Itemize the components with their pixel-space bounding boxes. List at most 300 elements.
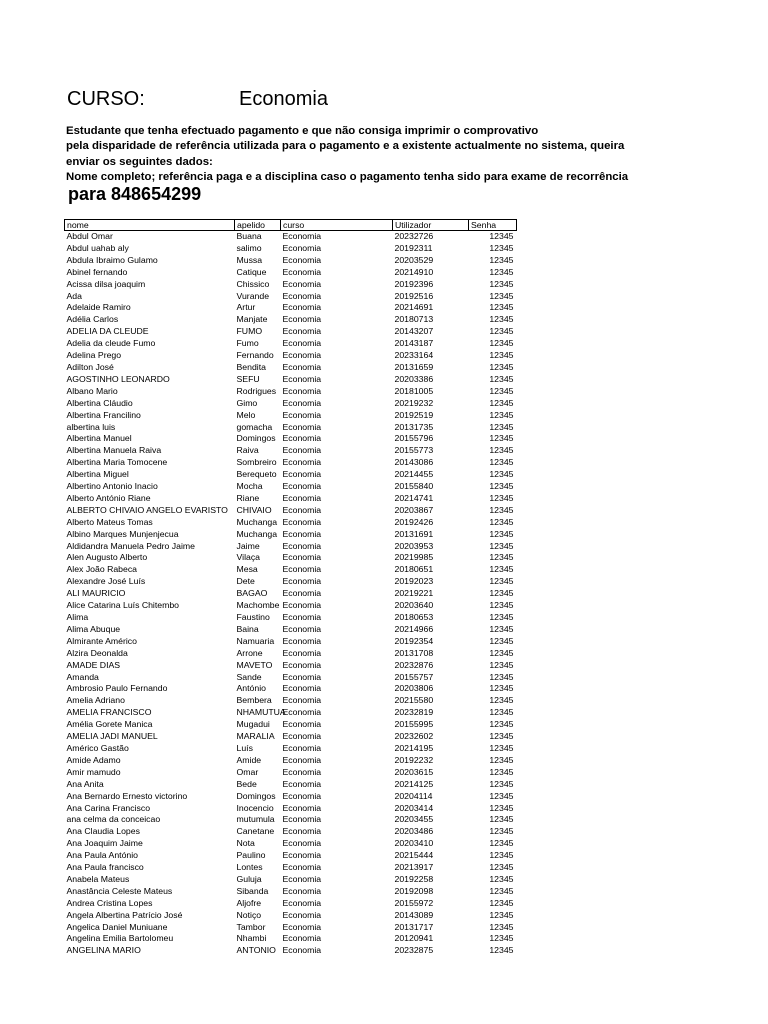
cell-apelido: Baina	[236, 623, 259, 634]
course-label: CURSO:	[67, 88, 145, 110]
cell-nome: Alima	[66, 612, 89, 622]
cell-apelido: Bede	[236, 778, 257, 789]
cell-utilizador: 20155796	[394, 433, 434, 444]
table-row	[65, 481, 517, 493]
cell-curso: Economia	[282, 921, 322, 932]
cell-senha: 12345	[489, 481, 514, 492]
table-row	[65, 469, 517, 481]
cell-utilizador: 20203867	[394, 504, 434, 515]
cell-nome: Alex João Rabeca	[66, 564, 138, 575]
table-row	[65, 326, 517, 338]
cell-utilizador: 20215580	[394, 695, 434, 706]
cell-nome: Abdul uahab aly	[66, 242, 129, 253]
table-header-row	[65, 220, 517, 231]
cell-utilizador: 20192519	[394, 409, 434, 420]
cell-senha: 12345	[489, 266, 514, 277]
cell-apelido: Faustino	[236, 612, 270, 622]
cell-apelido: Raiva	[236, 445, 259, 456]
cell-senha: 12345	[489, 635, 514, 646]
column-header-curso: curso	[281, 220, 393, 231]
cell-utilizador: 20131717	[394, 921, 434, 932]
cell-apelido: Melo	[236, 409, 256, 420]
cell-senha: 12345	[489, 361, 514, 372]
table-row	[65, 826, 517, 838]
cell-utilizador: 20232726	[394, 231, 434, 241]
cell-curso: Economia	[282, 373, 322, 384]
cell-senha: 12345	[489, 600, 514, 611]
cell-nome: Ambrosio Paulo Fernando	[66, 683, 168, 694]
cell-curso: Economia	[282, 850, 322, 861]
table-row	[65, 386, 517, 398]
cell-apelido: Nota	[236, 838, 255, 849]
cell-apelido: Artur	[236, 302, 256, 313]
cell-utilizador: 20214910	[394, 266, 434, 277]
cell-curso: Economia	[282, 933, 322, 944]
table-row	[65, 267, 517, 279]
cell-nome: Abdul Omar	[66, 231, 113, 241]
table-row	[65, 803, 517, 815]
cell-utilizador: 20155840	[394, 481, 434, 492]
cell-senha: 12345	[489, 790, 514, 801]
cell-utilizador: 20181005	[394, 385, 434, 396]
cell-nome: AMELIA JADI MANUEL	[66, 731, 158, 742]
cell-senha: 12345	[489, 850, 514, 861]
cell-senha: 12345	[489, 326, 514, 337]
cell-senha: 12345	[489, 278, 514, 289]
cell-utilizador: 20155972	[394, 897, 434, 908]
cell-nome: Américo Gastão	[66, 742, 129, 753]
cell-senha: 12345	[489, 873, 514, 884]
cell-apelido: Tambor	[236, 921, 266, 932]
cell-utilizador: 20192311	[394, 242, 433, 253]
cell-curso: Economia	[282, 945, 322, 956]
cell-utilizador: 20232602	[394, 731, 434, 742]
cell-senha: 12345	[489, 433, 514, 444]
cell-nome: Albertino Antonio Inacio	[66, 481, 158, 492]
table-row	[65, 279, 517, 291]
cell-apelido: MAVETO	[236, 659, 273, 670]
table-row	[65, 374, 517, 386]
cell-nome: Alima Abuque	[66, 623, 121, 634]
cell-nome: ADELIA DA CLEUDE	[66, 326, 149, 337]
cell-apelido: Mugadui	[236, 719, 270, 730]
table-row	[65, 898, 517, 910]
table-row	[65, 457, 517, 469]
cell-utilizador: 20180651	[394, 564, 434, 575]
cell-apelido: Vurande	[236, 290, 270, 301]
cell-senha: 12345	[489, 695, 514, 706]
cell-senha: 12345	[489, 921, 514, 932]
cell-nome: Albertina Francilino	[66, 409, 141, 420]
cell-nome: Albino Marques Munjenjecua	[66, 528, 179, 539]
cell-senha: 12345	[489, 338, 514, 349]
table-row	[65, 529, 517, 541]
cell-senha: 12345	[489, 945, 514, 956]
cell-curso: Economia	[282, 576, 322, 587]
column-header-senha: Senha	[469, 220, 517, 231]
cell-utilizador: 20180713	[394, 314, 434, 325]
cell-utilizador: 20192426	[394, 516, 434, 527]
cell-apelido: Rodrigues	[236, 385, 277, 396]
cell-curso: Economia	[282, 492, 322, 503]
table-row	[65, 362, 517, 374]
table-row	[65, 576, 517, 588]
cell-nome: ANGELINA MARIO	[66, 945, 141, 956]
cell-apelido: Arrone	[236, 647, 263, 658]
cell-utilizador: 20233164	[394, 350, 434, 361]
cell-apelido: Sande	[236, 671, 262, 682]
cell-utilizador: 20155757	[394, 671, 434, 682]
cell-senha: 12345	[489, 540, 514, 551]
cell-curso: Economia	[282, 516, 322, 527]
cell-curso: Economia	[282, 612, 322, 622]
cell-curso: Economia	[282, 885, 322, 896]
cell-curso: Economia	[282, 302, 322, 313]
cell-apelido: Riane	[236, 492, 260, 503]
cell-curso: Economia	[282, 742, 322, 753]
cell-nome: Abdula Ibraimo Gulamo	[66, 254, 158, 265]
cell-curso: Economia	[282, 361, 322, 372]
cell-curso: Economia	[282, 659, 322, 670]
cell-nome: Alen Augusto Alberto	[66, 552, 148, 563]
cell-curso: Economia	[282, 778, 322, 789]
cell-curso: Economia	[282, 731, 322, 742]
cell-senha: 12345	[489, 826, 514, 837]
cell-nome: AMELIA FRANCISCO	[66, 707, 152, 718]
table-row	[65, 719, 517, 731]
cell-curso: Economia	[282, 266, 322, 277]
cell-nome: Albano Mario	[66, 385, 118, 396]
cell-apelido: gomacha	[236, 421, 273, 432]
table-row	[65, 660, 517, 672]
table-row	[65, 612, 517, 624]
cell-nome: Alberto Mateus Tomas	[66, 516, 153, 527]
cell-senha: 12345	[489, 457, 514, 468]
table-row	[65, 624, 517, 636]
cell-senha: 12345	[489, 492, 514, 503]
cell-curso: Economia	[282, 433, 322, 444]
cell-apelido: Domingos	[236, 433, 276, 444]
cell-senha: 12345	[489, 707, 514, 718]
cell-utilizador: 20192516	[394, 290, 434, 301]
notice-line: Estudante que tenha efectuado pagamento e que não consiga imprimir o comprovativo	[66, 125, 539, 137]
cell-apelido: Canetane	[236, 826, 275, 837]
cell-apelido: Jaime	[236, 540, 260, 551]
table-row	[65, 243, 517, 255]
cell-apelido: Berequeto	[236, 469, 277, 480]
cell-apelido: Aljofre	[236, 897, 262, 908]
cell-utilizador: 20192396	[394, 278, 434, 289]
cell-curso: Economia	[282, 504, 322, 515]
cell-apelido: BAGAO	[236, 588, 268, 599]
cell-curso: Economia	[282, 766, 322, 777]
table-row	[65, 588, 517, 600]
cell-nome: Adelina Prego	[66, 350, 122, 361]
cell-senha: 12345	[489, 623, 514, 634]
cell-nome: Andrea Cristina Lopes	[66, 897, 153, 908]
cell-apelido: Guluja	[236, 873, 262, 884]
cell-utilizador: 20192354	[394, 635, 434, 646]
table-row	[65, 517, 517, 529]
cell-apelido: António	[236, 683, 266, 694]
cell-utilizador: 20215444	[394, 850, 434, 861]
cell-apelido: Buana	[236, 231, 262, 241]
cell-apelido: Notiço	[236, 909, 262, 920]
cell-nome: Angelina Emilia Bartolomeu	[66, 933, 174, 944]
cell-nome: ana celma da conceicao	[66, 814, 161, 825]
cell-curso: Economia	[282, 802, 322, 813]
cell-utilizador: 20203640	[394, 600, 434, 611]
cell-curso: Economia	[282, 695, 322, 706]
cell-nome: AMADE DIAS	[66, 659, 121, 670]
cell-curso: Economia	[282, 862, 322, 873]
table-row	[65, 433, 517, 445]
table-row	[65, 338, 517, 350]
cell-apelido: Muchanga	[236, 516, 278, 527]
cell-utilizador: 20203806	[394, 683, 434, 694]
cell-senha: 12345	[489, 659, 514, 670]
table-row	[65, 886, 517, 898]
cell-nome: Alexandre José Luís	[66, 576, 146, 587]
cell-apelido: Bembera	[236, 695, 272, 706]
cell-nome: AGOSTINHO LEONARDO	[66, 373, 170, 384]
cell-nome: Amir mamudo	[66, 766, 121, 777]
cell-apelido: Domingos	[236, 790, 276, 801]
cell-curso: Economia	[282, 481, 322, 492]
cell-nome: Amanda	[66, 671, 99, 682]
cell-utilizador: 20192023	[394, 576, 434, 587]
table-row	[65, 695, 517, 707]
cell-curso: Economia	[282, 409, 322, 420]
cell-utilizador: 20155773	[394, 445, 434, 456]
table-row	[65, 814, 517, 826]
table-row	[65, 350, 517, 362]
column-header-apelido: apelido	[235, 220, 281, 231]
cell-senha: 12345	[489, 731, 514, 742]
course-value: Economia	[239, 88, 328, 110]
cell-curso: Economia	[282, 385, 322, 396]
cell-utilizador: 20203386	[394, 373, 434, 384]
cell-nome: Anastância Celeste Mateus	[66, 885, 173, 896]
cell-apelido: Paulino	[236, 850, 266, 861]
column-header-nome: nome	[65, 220, 235, 231]
cell-utilizador: 20143187	[394, 338, 434, 349]
cell-senha: 12345	[489, 909, 514, 920]
cell-nome: Angelica Daniel Muniuane	[66, 921, 168, 932]
cell-nome: Ana Carina Francisco	[66, 802, 151, 813]
cell-nome: Albertina Manuela Raiva	[66, 445, 162, 456]
cell-apelido: NHAMUTUA	[236, 707, 286, 718]
cell-curso: Economia	[282, 445, 322, 456]
cell-curso: Economia	[282, 552, 322, 563]
table-row	[65, 291, 517, 303]
cell-curso: Economia	[282, 457, 322, 468]
cell-apelido: Machombe	[236, 600, 280, 611]
table-row	[65, 862, 517, 874]
cell-nome: Ana Claudia Lopes	[66, 826, 140, 837]
payment-notice	[66, 124, 706, 186]
table-row	[65, 945, 517, 957]
cell-senha: 12345	[489, 397, 514, 408]
cell-curso: Economia	[282, 873, 322, 884]
table-row	[65, 302, 517, 314]
cell-utilizador: 20214691	[394, 302, 434, 313]
contact-phone: para 848654299	[68, 184, 202, 204]
cell-nome: Amide Adamo	[66, 754, 121, 765]
cell-utilizador: 20131659	[394, 361, 434, 372]
cell-curso: Economia	[282, 314, 322, 325]
cell-utilizador: 20155995	[394, 719, 434, 730]
cell-senha: 12345	[489, 802, 514, 813]
table-row	[65, 910, 517, 922]
cell-senha: 12345	[489, 373, 514, 384]
cell-apelido: MARALIA	[236, 731, 275, 742]
cell-curso: Economia	[282, 647, 322, 658]
cell-utilizador: 20219232	[394, 397, 434, 408]
cell-curso: Economia	[282, 635, 322, 646]
table-row	[65, 838, 517, 850]
cell-nome: Ana Joaquim Jaime	[66, 838, 143, 849]
cell-utilizador: 20204114	[394, 790, 433, 801]
course-header	[67, 88, 328, 111]
cell-nome: Alzira Deonalda	[66, 647, 128, 658]
cell-curso: Economia	[282, 600, 322, 611]
cell-apelido: Luís	[236, 742, 253, 753]
cell-curso: Economia	[282, 671, 322, 682]
cell-senha: 12345	[489, 838, 514, 849]
table-row	[65, 767, 517, 779]
cell-senha: 12345	[489, 862, 514, 873]
cell-apelido: Mesa	[236, 564, 258, 575]
table-row	[65, 731, 517, 743]
cell-utilizador: 20219985	[394, 552, 434, 563]
notice-line: enviar os seguintes dados:	[66, 155, 213, 168]
cell-apelido: Inocencio	[236, 802, 274, 813]
cell-senha: 12345	[489, 814, 514, 825]
cell-utilizador: 20232819	[394, 707, 434, 718]
cell-curso: Economia	[282, 397, 322, 408]
notice-line: pela disparidade de referência utilizada para o pagamento e a existente actualmente no sistema, queira	[66, 140, 625, 153]
column-header-utilizador: Utilizador	[393, 220, 469, 231]
table-row	[65, 933, 517, 945]
table-row	[65, 541, 517, 553]
cell-curso: Economia	[282, 826, 322, 837]
cell-nome: Adelia da cleude Fumo	[66, 338, 156, 349]
cell-nome: Ana Paula francisco	[66, 862, 144, 873]
cell-utilizador: 20203529	[394, 254, 434, 265]
cell-apelido: Mocha	[236, 481, 263, 492]
cell-apelido: Fumo	[236, 338, 259, 349]
cell-curso: Economia	[282, 278, 322, 289]
cell-nome: Acissa dilsa joaquim	[66, 278, 146, 289]
cell-utilizador: 20219221	[394, 588, 434, 599]
cell-senha: 12345	[489, 897, 514, 908]
cell-utilizador: 20180653	[394, 612, 434, 622]
cell-curso: Economia	[282, 338, 322, 349]
table-body	[65, 231, 517, 958]
cell-utilizador: 20203410	[394, 838, 434, 849]
cell-utilizador: 20192232	[394, 754, 434, 765]
cell-senha: 12345	[489, 778, 514, 789]
cell-utilizador: 20232876	[394, 659, 434, 670]
cell-utilizador: 20131691	[394, 528, 434, 539]
cell-nome: Ana Bernardo Ernesto victorino	[66, 790, 188, 801]
cell-curso: Economia	[282, 838, 322, 849]
notice-line: Nome completo; referência paga e a disciplina caso o pagamento tenha sido para exame de recorrência	[66, 171, 629, 184]
cell-utilizador: 20232875	[394, 945, 434, 956]
cell-apelido: SEFU	[236, 373, 260, 384]
table-row	[65, 231, 517, 243]
cell-nome: Amélia Gorete Manica	[66, 719, 153, 730]
table-row	[65, 636, 517, 648]
table-row	[65, 743, 517, 755]
cell-nome: ALI MAURICIO	[66, 588, 126, 599]
cell-senha: 12345	[489, 385, 514, 396]
cell-curso: Economia	[282, 540, 322, 551]
cell-nome: albertina luis	[66, 421, 116, 432]
cell-senha: 12345	[489, 421, 514, 432]
table-row	[65, 314, 517, 326]
table-row	[65, 779, 517, 791]
cell-utilizador: 20203953	[394, 540, 434, 551]
cell-senha: 12345	[489, 719, 514, 730]
cell-apelido: Gimo	[236, 397, 258, 408]
cell-senha: 12345	[489, 564, 514, 575]
cell-apelido: Amide	[236, 754, 262, 765]
cell-senha: 12345	[489, 612, 514, 622]
cell-nome: Almirante Américo	[66, 635, 137, 646]
cell-apelido: Catique	[236, 266, 267, 277]
cell-apelido: Fernando	[236, 350, 274, 361]
cell-nome: Aldidandra Manuela Pedro Jaime	[66, 540, 195, 551]
cell-utilizador: 20203455	[394, 814, 434, 825]
cell-utilizador: 20214966	[394, 623, 434, 634]
table-row	[65, 922, 517, 934]
cell-curso: Economia	[282, 254, 322, 265]
cell-utilizador: 20214455	[394, 469, 434, 480]
cell-apelido: salimo	[236, 242, 262, 253]
cell-curso: Economia	[282, 421, 322, 432]
table-row	[65, 422, 517, 434]
cell-utilizador: 20143086	[394, 457, 434, 468]
cell-apelido: FUMO	[236, 326, 263, 337]
cell-nome: Ana Paula António	[66, 850, 138, 861]
cell-apelido: Mussa	[236, 254, 263, 265]
cell-apelido: Lontes	[236, 862, 263, 873]
table-row	[65, 791, 517, 803]
table-row	[65, 552, 517, 564]
cell-utilizador: 20131735	[394, 421, 434, 432]
cell-senha: 12345	[489, 302, 514, 313]
cell-apelido: Muchanga	[236, 528, 278, 539]
cell-curso: Economia	[282, 909, 322, 920]
table-row	[65, 672, 517, 684]
cell-apelido: Omar	[236, 766, 259, 777]
cell-curso: Economia	[282, 326, 322, 337]
cell-curso: Economia	[282, 683, 322, 694]
cell-senha: 12345	[489, 409, 514, 420]
cell-apelido: CHIVAIO	[236, 504, 272, 515]
cell-curso: Economia	[282, 242, 322, 253]
cell-senha: 12345	[489, 314, 514, 325]
cell-utilizador: 20192098	[394, 885, 434, 896]
cell-senha: 12345	[489, 242, 514, 253]
cell-senha: 12345	[489, 742, 514, 753]
cell-apelido: Manjate	[236, 314, 268, 325]
cell-senha: 12345	[489, 516, 514, 527]
cell-apelido: Chissico	[236, 278, 270, 289]
cell-nome: Adélia Carlos	[66, 314, 119, 325]
